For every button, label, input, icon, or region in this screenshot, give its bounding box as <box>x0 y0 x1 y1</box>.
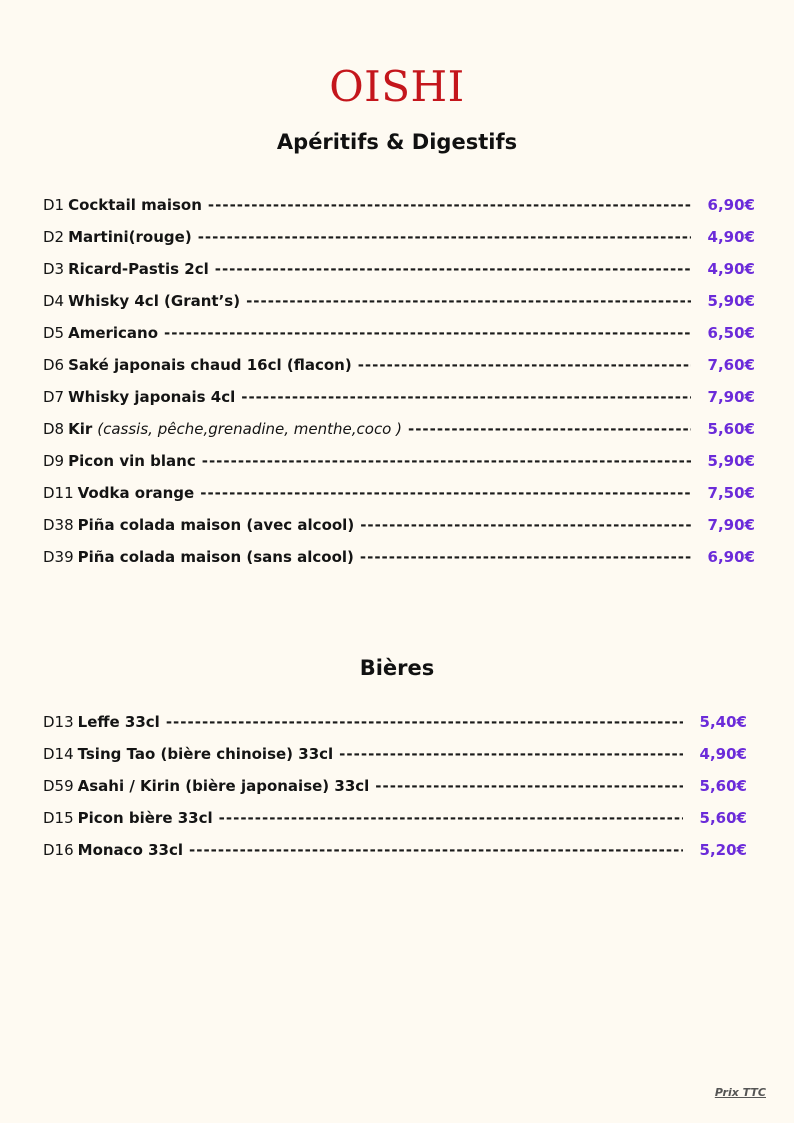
dotted-leader <box>219 809 683 827</box>
item-price: 7,50€ <box>707 484 755 502</box>
item-name: Ricard-Pastis 2cl <box>68 260 209 278</box>
menu-item <box>43 381 755 413</box>
item-price: 7,90€ <box>707 388 755 406</box>
item-price: 5,60€ <box>699 809 747 827</box>
menu-item <box>43 317 755 349</box>
item-price: 4,90€ <box>707 228 755 246</box>
menu-item <box>43 541 755 573</box>
item-name: Saké japonais chaud 16cl (flacon) <box>68 356 352 374</box>
menu-item <box>43 445 755 477</box>
dotted-leader <box>200 484 691 502</box>
restaurant-name: OISHI <box>329 62 465 111</box>
item-price: 5,90€ <box>707 452 755 470</box>
section-title-bieres: Bières <box>359 656 435 680</box>
item-name: Asahi / Kirin (bière japonaise) 33cl <box>77 777 370 795</box>
item-name: Martini(rouge) <box>68 228 192 246</box>
item-code: D1 <box>43 196 65 214</box>
item-name: Picon bière 33cl <box>77 809 213 827</box>
item-name: Americano <box>68 324 159 342</box>
item-note: (cassis, pêche,grenadine, menthe,coco ) <box>97 420 402 438</box>
item-code: D7 <box>43 388 65 406</box>
dotted-leader <box>189 841 683 859</box>
menu-item <box>43 253 755 285</box>
prices-note: Prix TTC <box>714 1086 766 1099</box>
dotted-leader <box>360 548 691 566</box>
item-price: 5,60€ <box>707 420 755 438</box>
dotted-leader <box>241 388 691 406</box>
item-name: Cocktail maison <box>68 196 202 214</box>
dotted-leader <box>408 420 691 438</box>
item-name: Piña colada maison (sans alcool) <box>77 548 354 566</box>
item-name: Tsing Tao (bière chinoise) 33cl <box>77 745 334 763</box>
item-name: Whisky 4cl (Grant’s) <box>68 292 241 310</box>
item-code: D15 <box>43 809 74 827</box>
item-name: Piña colada maison (avec alcool) <box>77 516 355 534</box>
item-code: D13 <box>43 713 74 731</box>
menu-item <box>43 349 755 381</box>
menu-item <box>43 221 755 253</box>
item-price: 7,60€ <box>707 356 755 374</box>
item-code: D2 <box>43 228 65 246</box>
item-name: Kir <box>68 420 93 438</box>
dotted-leader <box>358 356 691 374</box>
dotted-leader <box>360 516 691 534</box>
item-price: 6,90€ <box>707 196 755 214</box>
menu-item <box>43 738 747 770</box>
menu-item <box>43 509 755 541</box>
item-code: D5 <box>43 324 65 342</box>
item-code: D14 <box>43 745 74 763</box>
menu-item <box>43 802 747 834</box>
dotted-leader <box>215 260 691 278</box>
item-name: Leffe 33cl <box>77 713 160 731</box>
dotted-leader <box>208 196 691 214</box>
dotted-leader <box>198 228 691 246</box>
item-price: 5,90€ <box>707 292 755 310</box>
aperitifs-list <box>43 189 755 573</box>
dotted-leader <box>202 452 691 470</box>
menu-item <box>43 706 747 738</box>
item-code: D39 <box>43 548 74 566</box>
section-title-aperitifs: Apéritifs & Digestifs <box>276 130 518 154</box>
item-code: D6 <box>43 356 65 374</box>
dotted-leader <box>164 324 691 342</box>
item-code: D11 <box>43 484 74 502</box>
dotted-leader <box>166 713 683 731</box>
dotted-leader <box>339 745 683 763</box>
item-code: D3 <box>43 260 65 278</box>
item-code: D38 <box>43 516 74 534</box>
item-name: Monaco 33cl <box>77 841 183 859</box>
menu-item <box>43 413 755 445</box>
item-price: 6,90€ <box>707 548 755 566</box>
item-code: D9 <box>43 452 65 470</box>
bieres-list <box>43 706 747 866</box>
item-code: D16 <box>43 841 74 859</box>
item-price: 6,50€ <box>707 324 755 342</box>
item-code: D4 <box>43 292 65 310</box>
menu-item <box>43 770 747 802</box>
dotted-leader <box>246 292 691 310</box>
menu-item <box>43 285 755 317</box>
menu-item <box>43 189 755 221</box>
item-code: D59 <box>43 777 74 795</box>
item-price: 5,40€ <box>699 713 747 731</box>
menu-item <box>43 477 755 509</box>
menu-item <box>43 834 747 866</box>
item-name: Whisky japonais 4cl <box>68 388 236 406</box>
item-price: 7,90€ <box>707 516 755 534</box>
item-price: 4,90€ <box>707 260 755 278</box>
dotted-leader <box>375 777 683 795</box>
item-price: 4,90€ <box>699 745 747 763</box>
item-name: Vodka orange <box>77 484 195 502</box>
item-code: D8 <box>43 420 65 438</box>
item-price: 5,60€ <box>699 777 747 795</box>
item-price: 5,20€ <box>699 841 747 859</box>
item-name: Picon vin blanc <box>68 452 196 470</box>
